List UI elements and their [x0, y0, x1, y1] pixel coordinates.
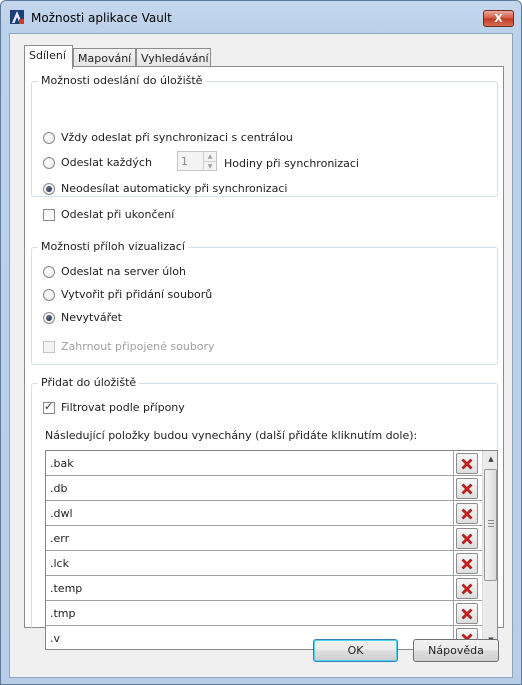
delete-button[interactable] [456, 578, 478, 599]
vault-app-icon [9, 9, 25, 25]
tab-label: Sdílení [29, 49, 66, 62]
label-never-send[interactable]: Neodesílat automaticky při synchronizaci [61, 182, 288, 195]
label-include-attached: Zahrnout připojené soubory [61, 340, 215, 353]
label-send-to-job-server[interactable]: Odeslat na server úloh [61, 265, 187, 278]
list-item[interactable] [46, 576, 482, 601]
tab-sdileni[interactable] [24, 45, 73, 69]
list-item[interactable] [46, 451, 482, 476]
delete-x-icon [460, 482, 474, 496]
window-title: Možnosti aplikace Vault [31, 11, 172, 25]
delete-x-icon [460, 532, 474, 546]
add-to-vault-title: Přidat do úložiště [38, 376, 139, 389]
scroll-up-icon[interactable]: ▲ [488, 455, 494, 463]
delete-x-icon [460, 582, 474, 596]
label-create-on-add[interactable]: Vytvořit při přidání souborů [61, 288, 213, 301]
extension-text[interactable]: .temp [46, 576, 454, 600]
send-options-title: Možnosti odeslání do úložiště [38, 74, 205, 87]
label-do-not-create[interactable]: Nevytvářet [61, 311, 122, 324]
title-bar[interactable] [1, 1, 521, 33]
list-item[interactable] [46, 476, 482, 501]
help-button[interactable] [413, 639, 499, 662]
radio-send-to-job-server[interactable] [43, 266, 55, 278]
delete-x-icon [460, 607, 474, 621]
dialog-client-area [9, 33, 513, 678]
visualization-options-title: Možnosti příloh vizualizací [38, 240, 188, 253]
hours-value: 1 [181, 155, 188, 168]
label-send-on-close[interactable]: Odeslat při ukončení [61, 208, 175, 221]
list-item[interactable] [46, 601, 482, 626]
scroll-thumb[interactable] [484, 469, 497, 581]
help-button-label: Nápověda [428, 644, 484, 657]
list-item[interactable] [46, 501, 482, 526]
radio-never-send[interactable] [43, 183, 55, 195]
label-filter-by-extension[interactable]: Filtrovat podle přípony [61, 401, 185, 414]
extension-text[interactable]: .lck [46, 551, 454, 575]
delete-button[interactable] [456, 553, 478, 574]
label-always-send[interactable]: Vždy odeslat při synchronizaci s centrálou [61, 131, 293, 144]
extension-text[interactable]: .v [46, 626, 454, 650]
ok-button-label: OK [347, 644, 364, 657]
tab-label: Mapování [78, 52, 132, 65]
radio-always-send[interactable] [43, 132, 55, 144]
checkbox-include-attached [43, 341, 55, 353]
radio-do-not-create[interactable] [43, 312, 55, 324]
delete-button[interactable] [456, 603, 478, 624]
tab-label: Vyhledávání [141, 52, 209, 65]
close-button[interactable] [483, 10, 514, 27]
list-scrollbar[interactable] [482, 451, 498, 649]
delete-button[interactable] [456, 528, 478, 549]
list-item[interactable] [46, 551, 482, 576]
spinner-down-icon[interactable]: ▼ [203, 161, 216, 170]
extension-text[interactable]: .dwl [46, 501, 454, 525]
list-item[interactable] [46, 526, 482, 551]
label-send-every[interactable]: Odeslat každých [61, 156, 152, 169]
delete-button[interactable] [456, 478, 478, 499]
delete-x-icon [460, 457, 474, 471]
extension-text[interactable]: .db [46, 476, 454, 500]
extension-text[interactable]: .err [46, 526, 454, 550]
extension-text[interactable]: .tmp [46, 601, 454, 625]
delete-x-icon [460, 507, 474, 521]
close-icon: X [494, 12, 503, 25]
spinner-up-icon[interactable]: ▲ [203, 152, 216, 161]
excluded-list-caption: Následující položky budou vynechány (další přidáte kliknutím dole): [45, 429, 418, 442]
ok-button[interactable] [313, 639, 398, 662]
radio-create-on-add[interactable] [43, 289, 55, 301]
checkbox-filter-by-extension[interactable] [43, 402, 55, 414]
delete-x-icon [460, 557, 474, 571]
delete-button[interactable] [456, 453, 478, 474]
excluded-extensions-list[interactable] [45, 450, 498, 650]
extension-text[interactable]: .bak [46, 451, 454, 475]
grip-icon [488, 520, 494, 527]
delete-button[interactable] [456, 503, 478, 524]
radio-send-every[interactable] [43, 157, 55, 169]
hours-spinner[interactable] [177, 151, 217, 171]
label-hours-suffix: Hodiny při synchronizaci [224, 157, 359, 170]
checkbox-send-on-close[interactable] [43, 209, 55, 221]
tab-panel-sdileni [24, 66, 504, 645]
